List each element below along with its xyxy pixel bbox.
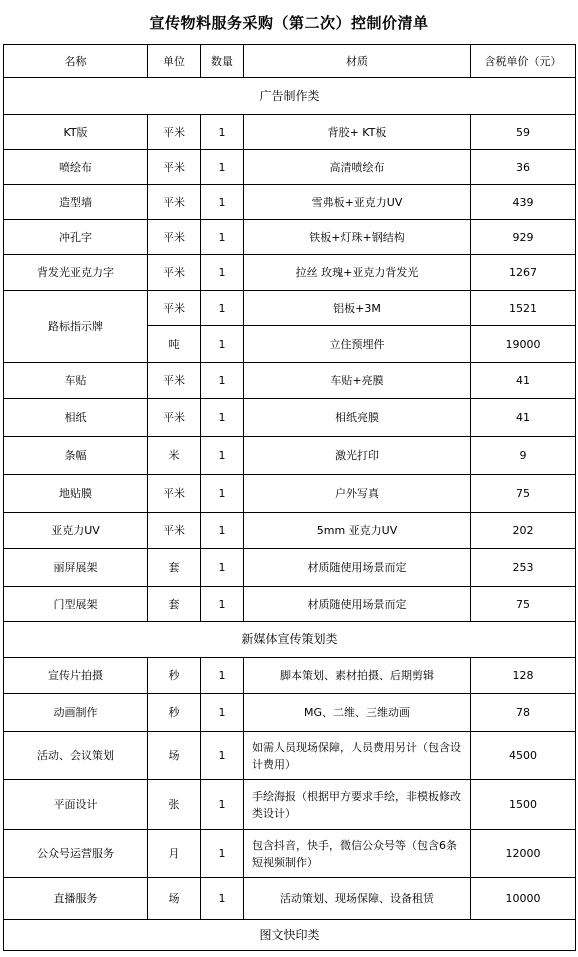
item-qty: 1 — [201, 878, 244, 920]
item-qty: 1 — [201, 399, 244, 437]
item-name: KT版 — [4, 115, 148, 150]
item-material: 5mm 亚克力UV — [244, 513, 471, 549]
table-row — [4, 150, 576, 185]
item-unit: 场 — [148, 878, 201, 920]
category-label: 新媒体宣传策划类 — [4, 622, 576, 658]
item-unit: 套 — [148, 587, 201, 622]
table-row — [4, 220, 576, 255]
table-row — [4, 658, 576, 694]
item-qty: 1 — [201, 363, 244, 399]
item-qty: 1 — [201, 255, 244, 291]
item-material: 立住预埋件 — [244, 326, 471, 363]
item-unit: 秒 — [148, 658, 201, 694]
item-price: 36 — [471, 150, 576, 185]
table-row — [4, 291, 576, 326]
table-row — [4, 732, 576, 780]
category-row — [4, 920, 576, 951]
item-price: 19000 — [471, 326, 576, 363]
item-name: 背发光亚克力字 — [4, 255, 148, 291]
item-material: MG、二维、三维动画 — [244, 694, 471, 732]
table-row — [4, 185, 576, 220]
header-row — [4, 45, 576, 78]
item-qty: 1 — [201, 780, 244, 830]
item-unit: 米 — [148, 437, 201, 475]
item-price: 1500 — [471, 780, 576, 830]
item-unit: 平米 — [148, 399, 201, 437]
table-row — [4, 694, 576, 732]
item-qty: 1 — [201, 437, 244, 475]
item-material: 手绘海报（根据甲方要求手绘，非模板修改类设计） — [244, 780, 471, 830]
header-price: 含税单价（元） — [471, 45, 576, 78]
item-name: 宣传片拍摄 — [4, 658, 148, 694]
item-price: 59 — [471, 115, 576, 150]
item-price: 1267 — [471, 255, 576, 291]
item-price: 41 — [471, 363, 576, 399]
header-name: 名称 — [4, 45, 148, 78]
item-qty: 1 — [201, 732, 244, 780]
item-name: 相纸 — [4, 399, 148, 437]
item-unit: 平米 — [148, 115, 201, 150]
item-price: 78 — [471, 694, 576, 732]
item-price: 12000 — [471, 830, 576, 878]
item-qty: 1 — [201, 549, 244, 587]
item-material: 车贴+亮膜 — [244, 363, 471, 399]
category-row — [4, 622, 576, 658]
item-material: 如需人员现场保障，人员费用另计（包含设计费用） — [244, 732, 471, 780]
item-price: 9 — [471, 437, 576, 475]
item-name: 门型展架 — [4, 587, 148, 622]
item-name: 条幅 — [4, 437, 148, 475]
item-qty: 1 — [201, 694, 244, 732]
item-price: 929 — [471, 220, 576, 255]
table-row — [4, 549, 576, 587]
item-price: 4500 — [471, 732, 576, 780]
item-name: 活动、会议策划 — [4, 732, 148, 780]
item-unit: 平米 — [148, 185, 201, 220]
item-unit: 月 — [148, 830, 201, 878]
category-label: 图文快印类 — [4, 920, 576, 951]
item-unit: 秒 — [148, 694, 201, 732]
item-material: 铝板+3M — [244, 291, 471, 326]
item-price: 128 — [471, 658, 576, 694]
item-qty: 1 — [201, 513, 244, 549]
item-qty: 1 — [201, 150, 244, 185]
item-name: 造型墙 — [4, 185, 148, 220]
item-qty: 1 — [201, 326, 244, 363]
item-qty: 1 — [201, 658, 244, 694]
item-material: 相纸亮膜 — [244, 399, 471, 437]
item-material: 激光打印 — [244, 437, 471, 475]
item-material: 拉丝 玫瑰+亚克力背发光 — [244, 255, 471, 291]
table-row — [4, 780, 576, 830]
item-material: 脚本策划、素材拍摄、后期剪辑 — [244, 658, 471, 694]
item-price: 10000 — [471, 878, 576, 920]
table-row — [4, 255, 576, 291]
item-qty: 1 — [201, 291, 244, 326]
item-name: 平面设计 — [4, 780, 148, 830]
table-row — [4, 437, 576, 475]
item-price: 75 — [471, 587, 576, 622]
item-price: 41 — [471, 399, 576, 437]
item-material: 材质随使用场景而定 — [244, 587, 471, 622]
item-unit: 平米 — [148, 150, 201, 185]
item-unit: 平米 — [148, 291, 201, 326]
price-table — [3, 44, 576, 951]
item-unit: 平米 — [148, 475, 201, 513]
item-material: 户外写真 — [244, 475, 471, 513]
item-name: 直播服务 — [4, 878, 148, 920]
item-qty: 1 — [201, 185, 244, 220]
item-material: 包含抖音，快手，微信公众号等（包含6条短视频制作） — [244, 830, 471, 878]
header-material: 材质 — [244, 45, 471, 78]
table-row — [4, 363, 576, 399]
item-name: 路标指示牌 — [4, 291, 148, 363]
table-row — [4, 399, 576, 437]
item-qty: 1 — [201, 830, 244, 878]
item-unit: 平米 — [148, 363, 201, 399]
category-row — [4, 78, 576, 115]
item-material: 材质随使用场景而定 — [244, 549, 471, 587]
item-unit: 张 — [148, 780, 201, 830]
item-name: 丽屏展架 — [4, 549, 148, 587]
item-material: 背胶+ KT板 — [244, 115, 471, 150]
item-unit: 平米 — [148, 220, 201, 255]
item-unit: 场 — [148, 732, 201, 780]
item-unit: 平米 — [148, 255, 201, 291]
item-material: 活动策划、现场保障、设备租赁 — [244, 878, 471, 920]
item-material: 高清喷绘布 — [244, 150, 471, 185]
sheet-title: 宣传物料服务采购（第二次）控制价清单 — [149, 13, 429, 32]
item-unit: 平米 — [148, 513, 201, 549]
item-price: 439 — [471, 185, 576, 220]
price-table-body — [4, 45, 576, 951]
item-price: 202 — [471, 513, 576, 549]
category-label: 广告制作类 — [4, 78, 576, 115]
item-qty: 1 — [201, 587, 244, 622]
item-name: 车贴 — [4, 363, 148, 399]
item-qty: 1 — [201, 115, 244, 150]
table-row — [4, 878, 576, 920]
table-row — [4, 587, 576, 622]
item-qty: 1 — [201, 475, 244, 513]
item-price: 253 — [471, 549, 576, 587]
table-row — [4, 115, 576, 150]
item-unit: 吨 — [148, 326, 201, 363]
item-name: 亚克力UV — [4, 513, 148, 549]
table-row — [4, 830, 576, 878]
item-material: 铁板+灯珠+钢结构 — [244, 220, 471, 255]
header-qty: 数量 — [201, 45, 244, 78]
item-name: 喷绘布 — [4, 150, 148, 185]
table-row — [4, 475, 576, 513]
item-price: 75 — [471, 475, 576, 513]
item-name: 公众号运营服务 — [4, 830, 148, 878]
item-material: 雪弗板+亚克力UV — [244, 185, 471, 220]
table-row — [4, 513, 576, 549]
item-unit: 套 — [148, 549, 201, 587]
item-qty: 1 — [201, 220, 244, 255]
item-price: 1521 — [471, 291, 576, 326]
header-unit: 单位 — [148, 45, 201, 78]
item-name: 地贴膜 — [4, 475, 148, 513]
item-name: 动画制作 — [4, 694, 148, 732]
item-name: 冲孔字 — [4, 220, 148, 255]
